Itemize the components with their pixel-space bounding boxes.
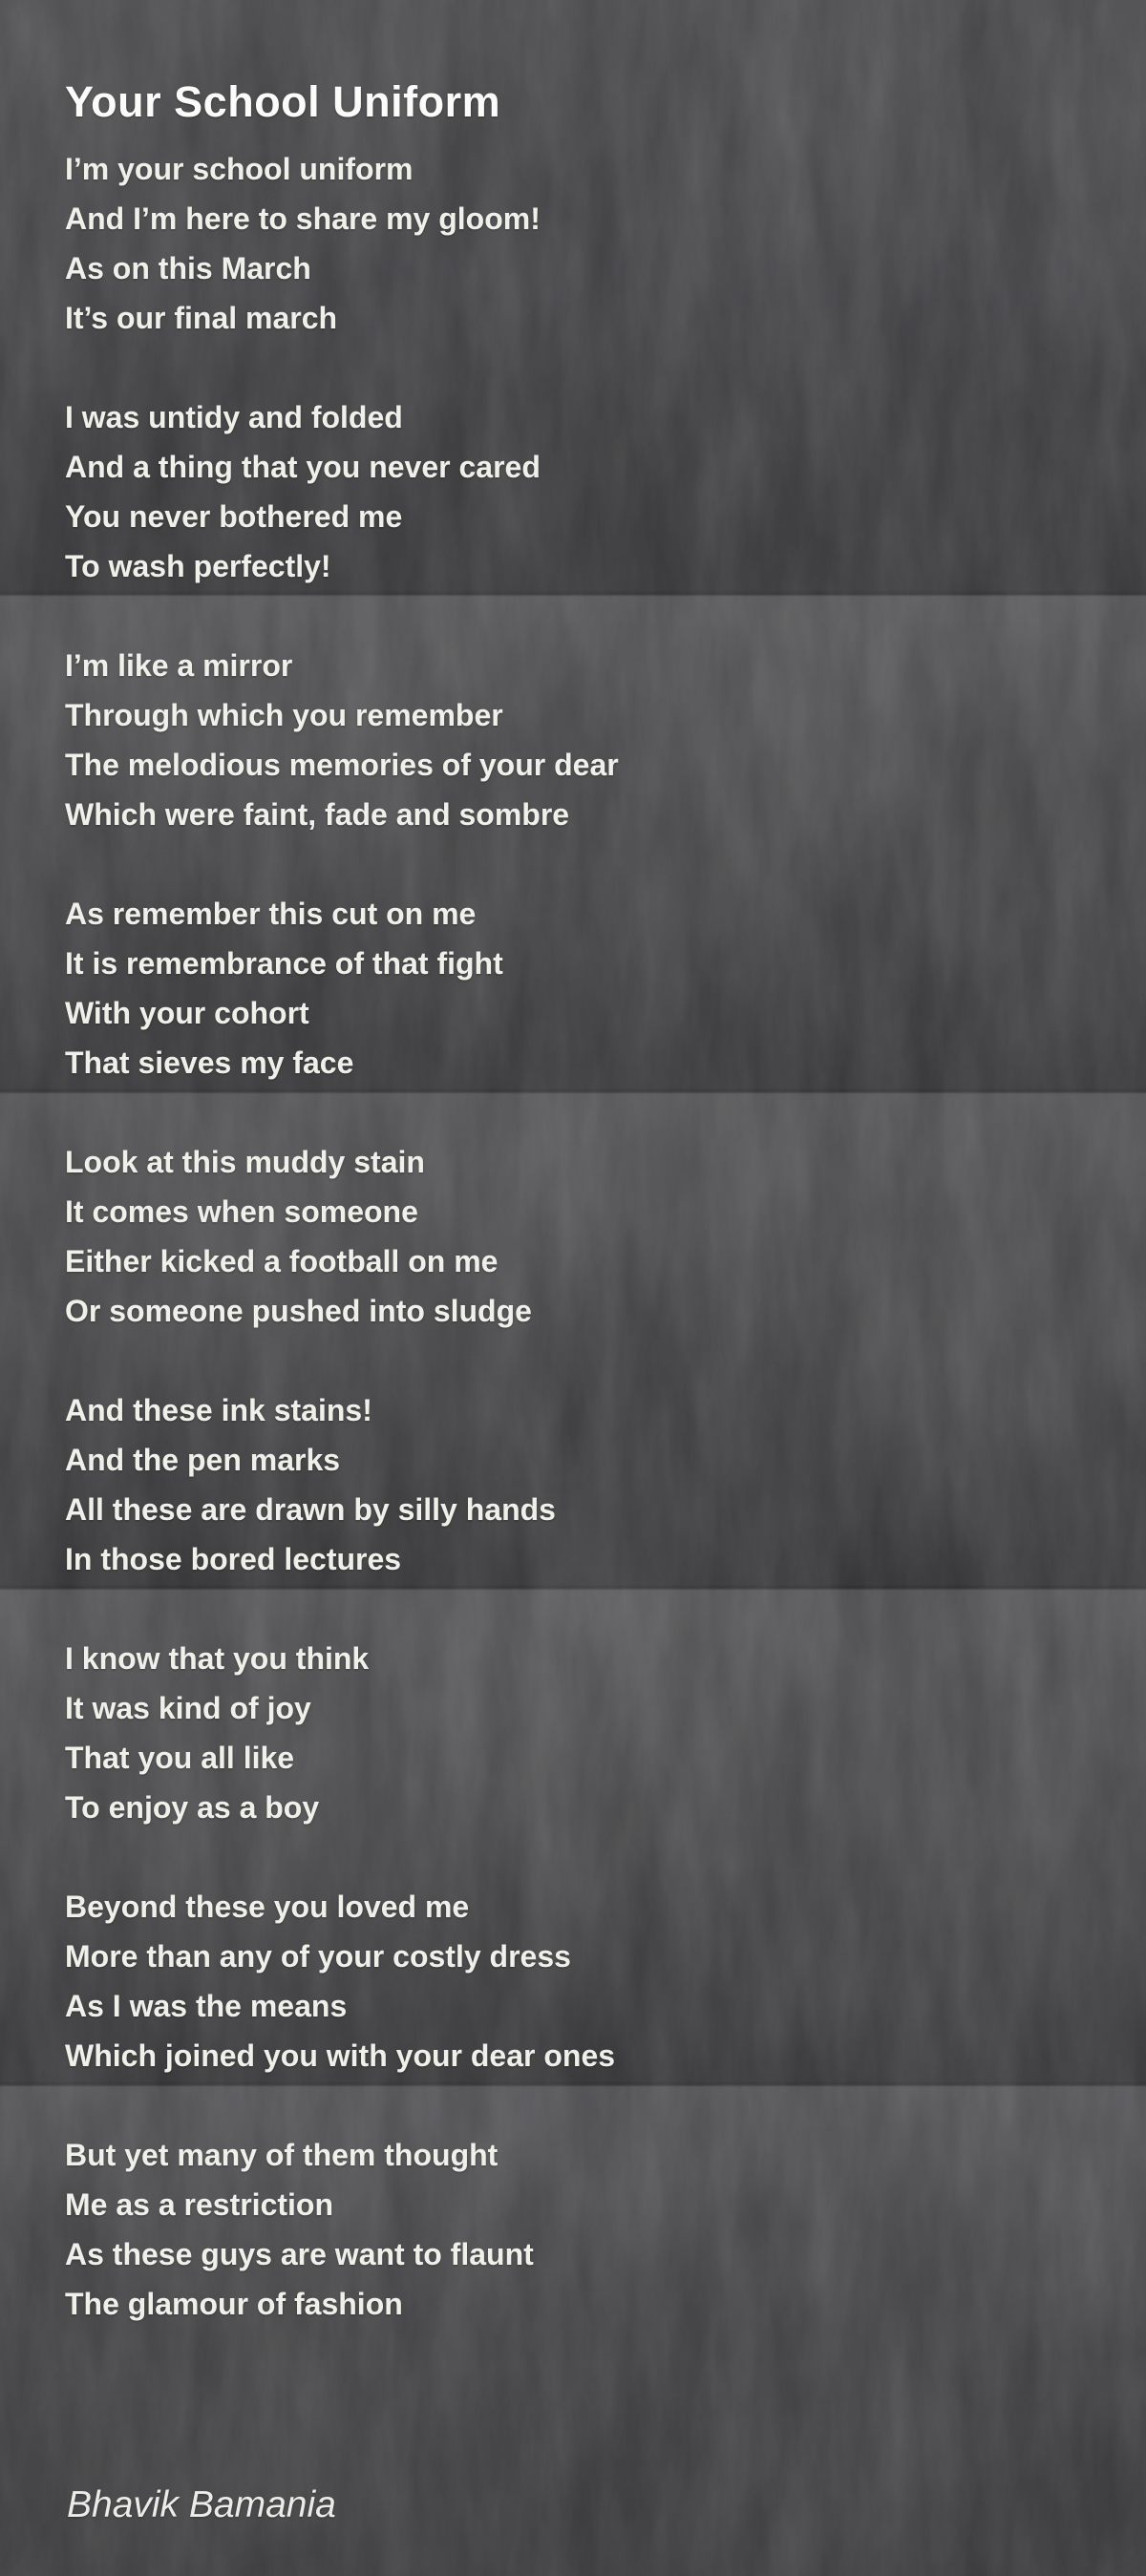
poem-line: And I’m here to share my gloom! — [65, 201, 541, 236]
poem-line: As I was the means — [65, 1989, 348, 2023]
poem-line: It comes when someone — [65, 1194, 418, 1229]
poem-line: With your cohort — [65, 996, 309, 1030]
poem-body — [65, 144, 1077, 2378]
poem-line: It is remembrance of that fight — [65, 946, 503, 981]
poem-line: It’s our final march — [65, 301, 338, 335]
poem-line: And these ink stains! — [65, 1393, 372, 1427]
poem-line: And the pen marks — [65, 1443, 341, 1477]
poem-line: In those bored lectures — [65, 1542, 402, 1576]
poem-line: I’m your school uniform — [65, 152, 414, 186]
poem-line: To enjoy as a boy — [65, 1790, 320, 1825]
poem-stanza — [65, 392, 1077, 591]
poem-line: You never bothered me — [65, 499, 403, 534]
poem-line: The glamour of fashion — [65, 2287, 403, 2321]
poem-title: Your School Uniform — [65, 77, 501, 127]
poem-line: Which were faint, fade and sombre — [65, 797, 570, 832]
poem-line: Me as a restriction — [65, 2187, 333, 2222]
poem-author: Bhavik Bamania — [67, 2484, 336, 2525]
poem-line: That you all like — [65, 1741, 295, 1775]
poem-stanza — [65, 2130, 1077, 2329]
poem-line: As on this March — [65, 251, 311, 285]
poem-stanza — [65, 1385, 1077, 1584]
poem-line: Or someone pushed into sludge — [65, 1294, 532, 1328]
poem-line: As remember this cut on me — [65, 897, 477, 931]
poem-line: I was untidy and folded — [65, 400, 403, 434]
poem-line: Through which you remember — [65, 698, 503, 732]
poem-stanza — [65, 144, 1077, 343]
poem-line: I know that you think — [65, 1641, 370, 1676]
poem-stanza — [65, 1882, 1077, 2080]
poem-line: Which joined you with your dear ones — [65, 2038, 616, 2073]
poem-line: I’m like a mirror — [65, 648, 293, 683]
poem-line: But yet many of them thought — [65, 2138, 499, 2172]
poem-line: And a thing that you never cared — [65, 450, 541, 484]
poem-line: More than any of your costly dress — [65, 1939, 571, 1974]
poem-line: It was kind of joy — [65, 1691, 311, 1725]
poem-line: Look at this muddy stain — [65, 1145, 425, 1179]
poem-line: As these guys are want to flaunt — [65, 2237, 534, 2271]
poem-stanza — [65, 889, 1077, 1087]
poem-stanza — [65, 1137, 1077, 1336]
poem-stanza — [65, 641, 1077, 839]
poem-line: The melodious memories of your dear — [65, 748, 619, 782]
poem-line: All these are drawn by silly hands — [65, 1492, 556, 1527]
poem-line: To wash perfectly! — [65, 549, 331, 583]
poem-line: Either kicked a football on me — [65, 1244, 499, 1278]
poem-line: Beyond these you loved me — [65, 1890, 470, 1924]
poem-line: That sieves my face — [65, 1045, 354, 1080]
poem-stanza — [65, 1634, 1077, 1832]
